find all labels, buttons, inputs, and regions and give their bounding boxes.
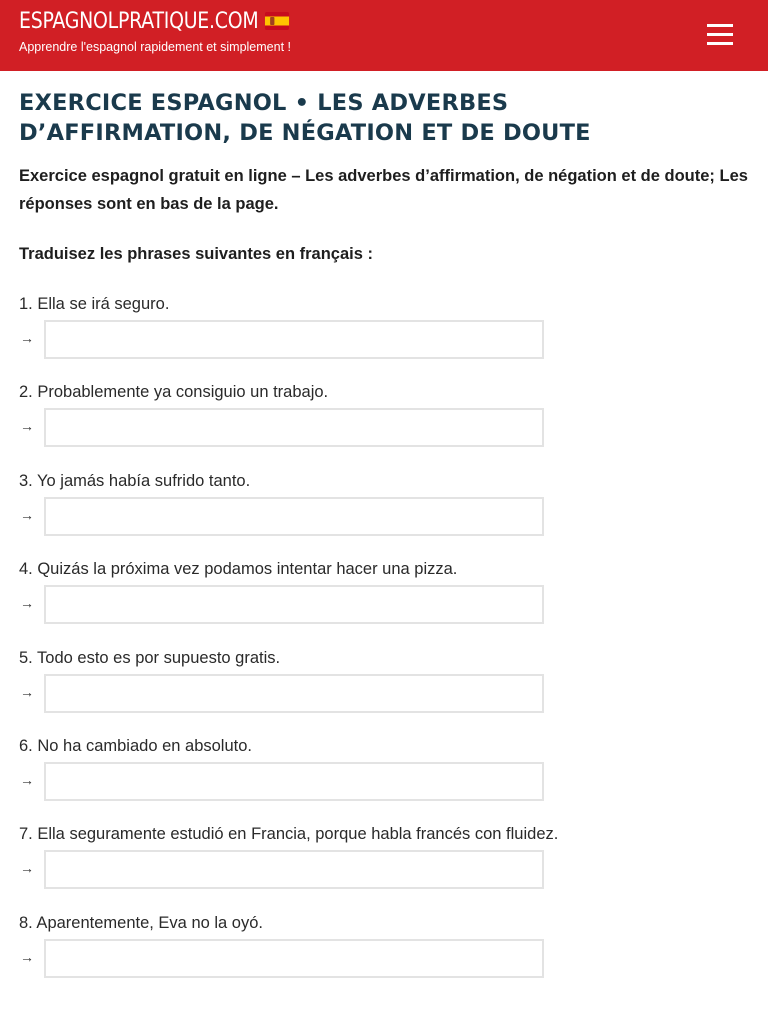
question-text: 1. Ella se irá seguro. xyxy=(19,295,170,313)
arrow-icon: → xyxy=(20,772,34,788)
answer-input-7[interactable] xyxy=(44,850,544,889)
page-intro: Exercice espagnol gratuit en ligne – Les adverbes d’affirmation, de négation et de doute; Les réponses sont en bas de la page. xyxy=(19,167,748,213)
arrow-icon: → xyxy=(20,330,34,346)
exercise-instruction: Traduisez les phrases suivantes en français : xyxy=(19,245,373,263)
question-text: 7. Ella seguramente estudió en Francia, porque habla francés con fluidez. xyxy=(19,825,559,843)
arrow-icon: → xyxy=(20,949,34,965)
answer-input-5[interactable] xyxy=(44,674,544,713)
arrow-icon: → xyxy=(20,684,34,700)
hamburger-menu-icon[interactable] xyxy=(704,22,736,48)
answer-input-1[interactable] xyxy=(44,320,544,359)
site-header xyxy=(0,0,768,71)
answer-input-4[interactable] xyxy=(44,585,544,624)
arrow-icon: → xyxy=(20,595,34,611)
spain-flag-icon xyxy=(265,12,289,30)
page-title: EXERCICE ESPAGNOL • LES ADVERBES D’AFFIRMATION, DE NÉGATION ET DE DOUTE xyxy=(19,90,591,146)
arrow-icon: → xyxy=(20,860,34,876)
question-item xyxy=(19,824,739,890)
site-logo[interactable] xyxy=(19,9,289,34)
question-text: 5. Todo esto es por supuesto gratis. xyxy=(19,649,281,667)
question-text: 2. Probablemente ya consiguio un trabajo. xyxy=(19,383,329,401)
question-text: 3. Yo jamás había sufrido tanto. xyxy=(19,472,251,490)
site-name: ESPAGNOLPRATIQUE.COM xyxy=(19,9,259,34)
question-item xyxy=(19,648,739,714)
question-item xyxy=(19,382,739,448)
question-text: 6. No ha cambiado en absoluto. xyxy=(19,737,252,755)
question-item xyxy=(19,471,739,537)
arrow-icon: → xyxy=(20,507,34,523)
site-tagline: Apprendre l'espagnol rapidement et simplement ! xyxy=(19,40,291,54)
answer-input-8[interactable] xyxy=(44,939,544,978)
arrow-icon: → xyxy=(20,418,34,434)
question-text: 8. Aparentemente, Eva no la oyó. xyxy=(19,914,263,932)
question-text: 4. Quizás la próxima vez podamos intentar hacer una pizza. xyxy=(19,560,458,578)
question-item xyxy=(19,913,739,979)
question-item xyxy=(19,294,739,360)
answer-input-2[interactable] xyxy=(44,408,544,447)
answer-input-3[interactable] xyxy=(44,497,544,536)
question-item xyxy=(19,559,739,625)
question-item xyxy=(19,736,739,802)
answer-input-6[interactable] xyxy=(44,762,544,801)
